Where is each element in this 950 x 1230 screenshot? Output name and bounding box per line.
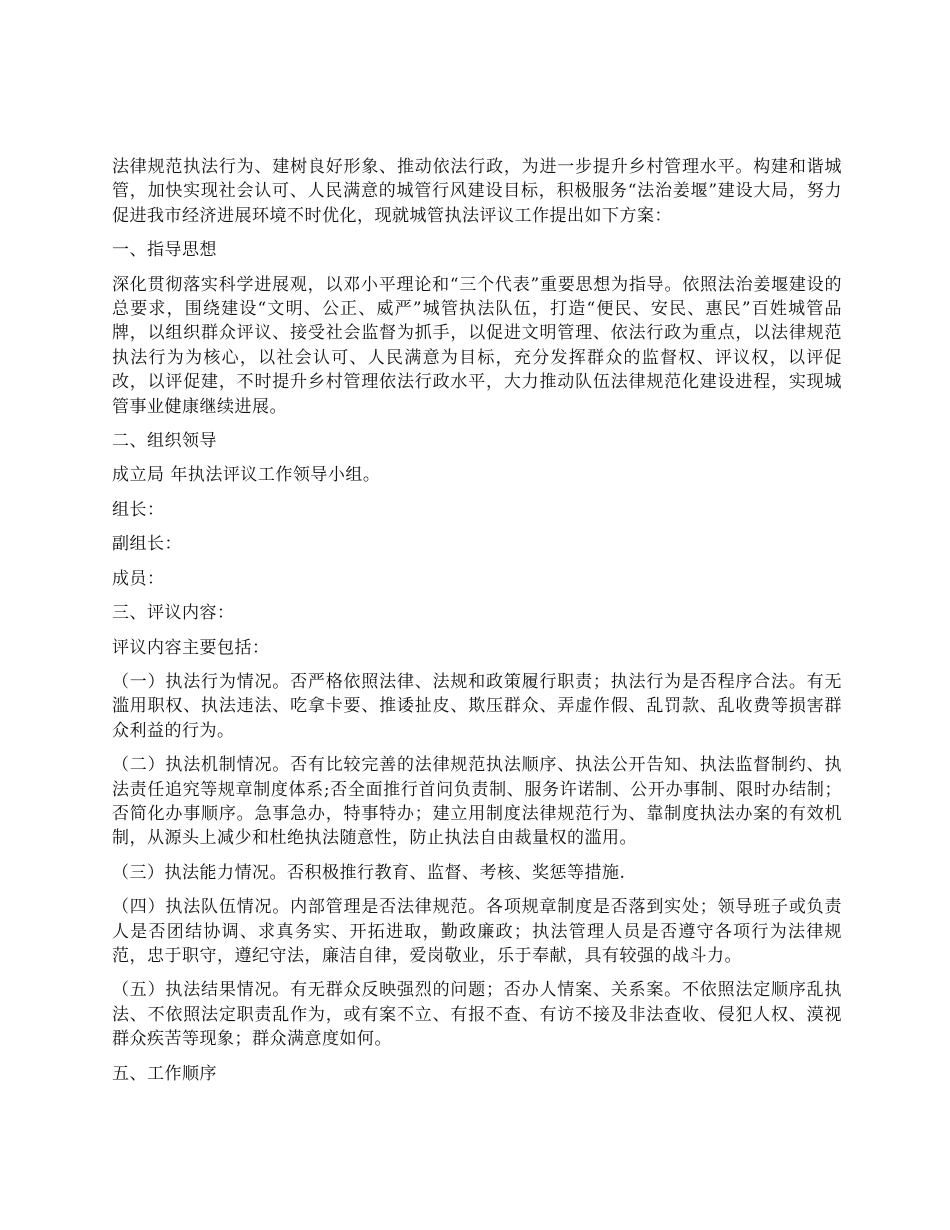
intro-paragraph: 法律规范执法行为、建树良好形象、推动依法行政，为进一步提升乡村管理水平。构建和谐城管，加快实现社会认可、人民满意的城管行风建设目标，积极服务“法治姜堰”建设大局，努力促进我市经济进展环境不时优化，现就城管执法评议工作提出如下方案： <box>112 157 842 226</box>
group-leader-line: 组长： <box>112 499 165 520</box>
organization-paragraph: 成立局 年执法评议工作领导小组。 <box>112 465 381 486</box>
members-line: 成员： <box>112 568 165 589</box>
section-heading-guiding-ideology: 一、指导思想 <box>112 240 217 261</box>
deputy-leader-line: 副组长： <box>112 534 182 555</box>
review-item-1: （一）执法行为情况。否严格依照法律、法规和政策履行职责；执法行为是否程序合法。有无滥用职权、执法违法、吃拿卡要、推诿扯皮、欺压群众、弄虚作假、乱罚款、乱收费等损害群众利益的行为。 <box>112 671 842 741</box>
review-item-5: （五）执法结果情况。有无群众反映强烈的问题；否办人情案、关系案。不依照法定顺序乱执法、不依照法定职责乱作为，或有案不立、有报不查、有访不接及非法查收、侵犯人权、漠视群众疾苦等现象；群众满意度如何。 <box>112 980 842 1050</box>
review-item-2: （二）执法机制情况。否有比较完善的法律规范执法顺序、执法公开告知、执法监督制约、执法责任追究等规章制度体系;否全面推行首问负责制、服务许诺制、公开办事制、限时办结制；否简化办事顺序。急事急办，特事特办；建立用制度法律规范行为、靠制度执法办案的有效机制，从源头上减少和杜绝执法随意性，防止执法自由裁量权的滥用。 <box>112 755 842 849</box>
document-page <box>112 155 842 1096</box>
review-item-4: （四）执法队伍情况。内部管理是否法律规范。各项规章制度是否落到实处；领导班子或负责人是否团结协调、求真务实、开拓进取，勤政廉政；执法管理人员是否遵守各项行为法律规范，忠于职守，遵纪守法，廉洁自律，爱岗敬业，乐于奉献，具有较强的战斗力。 <box>112 897 842 966</box>
section-heading-work-procedure: 五、工作顺序 <box>112 1063 217 1084</box>
section-heading-organization: 二、组织领导 <box>112 431 217 452</box>
review-item-3: （三）执法能力情况。否积极推行教育、监督、考核、奖惩等措施. <box>112 862 626 883</box>
review-content-intro: 评议内容主要包括： <box>112 637 270 658</box>
section-heading-review-content: 三、评议内容： <box>112 603 235 624</box>
guiding-ideology-paragraph: 深化贯彻落实科学进展观，以邓小平理论和“三个代表”重要思想为指导。依照法治姜堰建设的总要求，围绕建设“文明、公正、威严”城管执法队伍，打造“便民、安民、惠民”百姓城管品牌，以组织群众评议、接受社会监督为抓手，以促进文明管理、依法行政为重点，以法律规范执法行为为核心，以社会认可、人民满意为目标，充分发挥群众的监督权、评议权，以评促改，以评促建，不时提升乡村管理依法行政水平，大力推动队伍法律规范化建设进程，实现城管事业健康继续进展。 <box>112 274 842 417</box>
